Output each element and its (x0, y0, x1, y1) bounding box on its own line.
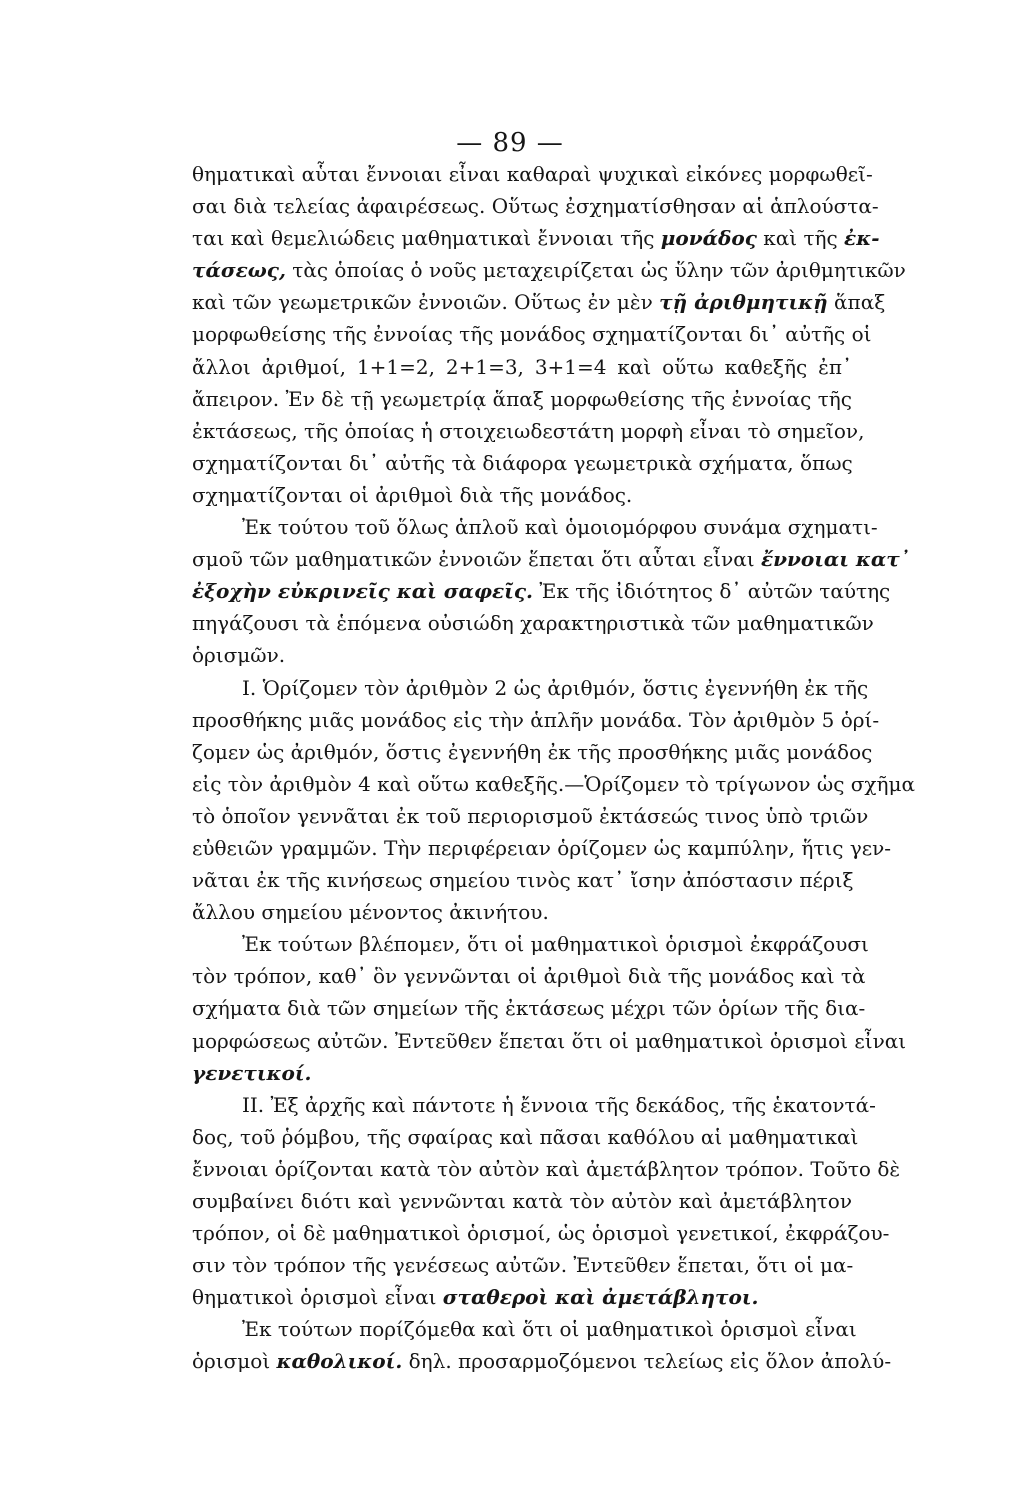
text-span: ὁρισμῶν. (192, 643, 286, 668)
text-span: τὸν τρόπον, καθ᾽ ὃν γεννῶνται οἱ ἀριθμοὶ διὰ τῆς μονάδος καὶ τὰ (192, 964, 866, 989)
text-span: ἐκτάσεως, τῆς ὁποίας ἡ στοιχειωδεστάτη μορφὴ εἶναι τὸ σημεῖον, (192, 418, 865, 443)
text-span: σμοῦ τῶν μαθηματικῶν ἐννοιῶν ἕπεται ὅτι αὗται εἶναι (192, 547, 755, 572)
page-number: — 89 — (456, 128, 564, 158)
text-span: σχηματίζονται δι᾽ αὐτῆς τὰ διάφορα γεωμετρικὰ σχήματα, ὅπως (192, 450, 853, 475)
text-span: καὶ τῶν γεωμετρικῶν ἐννοιῶν. Οὕτως ἐν μὲν (192, 290, 653, 315)
text-span: σχήματα διὰ τῶν σημείων τῆς ἐκτάσεως μέχρι τῶν ὁρίων τῆς δια- (192, 996, 866, 1021)
text-span: ἄλλου σημείου μένοντος ἀκινήτου. (192, 900, 549, 925)
text-span: πηγάζουσι τὰ ἑπόμενα οὐσιώδη χαρακτηριστικὰ τῶν μαθηματικῶν (192, 611, 874, 636)
text-line (192, 415, 865, 447)
body-text (192, 158, 916, 1378)
emphasized-text: τάσεως, (192, 258, 286, 283)
text-span: Ἐκ τούτων βλέπομεν, ὅτι οἱ μαθηματικοὶ ὁρισμοὶ ἐκφράζουσι (242, 932, 869, 957)
text-line (192, 672, 869, 704)
text-span: I. Ὁρίζομεν τὸν ἀριθμὸν 2 ὡς ἀριθμόν, ὅστις ἐγεννήθη ἐκ τῆς (242, 675, 869, 700)
text-line (192, 736, 873, 768)
emphasized-text: ἐκ- (844, 226, 880, 251)
text-span: Ἐκ τούτου τοῦ ὅλως ἁπλοῦ καὶ ὁμοιομόρφου συνάμα σχηματι- (242, 515, 878, 540)
text-line (192, 800, 869, 832)
text-span: ὁρισμοὶ (192, 1349, 271, 1374)
text-span: δηλ. προσαρμοζόμενοι τελείως εἰς ὅλον ἀπολύ- (408, 1349, 892, 1374)
emphasized-text: σταθεροὶ καὶ ἀμετάβλητοι. (442, 1285, 759, 1310)
text-line (192, 768, 916, 800)
text-line (192, 1057, 852, 1089)
text-span: εὐθειῶν γραμμῶν. Τὴν περιφέρειαν ὁρίζομεν ὡς καμπύλην, ἥτις γεν- (192, 835, 892, 860)
text-span: ται καὶ θεμελιώδεις μαθηματικαὶ ἔννοιαι τῆς (192, 226, 655, 251)
text-line (192, 928, 869, 960)
text-line (192, 575, 891, 607)
text-line (192, 286, 886, 318)
emphasized-text: μονάδος (660, 226, 757, 251)
text-span: ἄπειρον. Ἐν δὲ τῇ γεωμετρίᾳ ἅπαξ μορφωθείσης τῆς ἐννοίας τῆς (192, 386, 852, 411)
text-span: ζομεν ὡς ἀριθμόν, ὅστις ἐγεννήθη ἐκ τῆς προσθήκης μιᾶς μονάδος (192, 739, 873, 764)
text-line (192, 1089, 876, 1121)
text-span: θηματικαὶ αὗται ἔννοιαι εἶναι καθαραὶ ψυχικαὶ εἰκόνες μορφωθεῖ- (192, 162, 873, 186)
text-span: Ἐκ τούτων πορίζόμεθα καὶ ὅτι οἱ μαθηματικοὶ ὁρισμοὶ εἶναι (242, 1317, 857, 1342)
text-span: καὶ τῆς (763, 226, 838, 251)
text-line (192, 1121, 859, 1153)
text-span: δος, τοῦ ῥόμβου, τῆς σφαίρας καὶ πᾶσαι καθόλου αἱ μαθηματικαὶ (192, 1124, 859, 1149)
text-line (192, 447, 852, 479)
text-span: ἅπαξ (834, 290, 886, 315)
emphasized-text: ἔννοιαι κατ᾽ (760, 547, 910, 572)
text-line (192, 639, 852, 671)
text-span: σχηματίζονται οἱ ἀριθμοὶ διὰ τῆς μονάδος. (192, 482, 633, 507)
text-line (192, 222, 880, 254)
text-line (192, 1153, 901, 1185)
emphasized-text: καθολικοί. (276, 1349, 403, 1374)
text-span: Ἐκ τῆς ἰδιότητος δ᾽ αὐτῶν ταύτης (539, 579, 891, 604)
text-span: μορφωθείσης τῆς ἐννοίας τῆς μονάδος σχηματίζονται δι᾽ αὐτῆς οἱ (192, 322, 872, 347)
text-span: θηματικοὶ ὁρισμοὶ εἶναι (192, 1285, 437, 1310)
text-line (192, 864, 852, 896)
text-line (192, 832, 892, 864)
text-span: ἄλλοι ἀριθμοί, 1+1=2, 2+1=3, 3+1=4 καὶ οὕτω καθεξῆς ἐπ᾽ (192, 354, 852, 379)
text-line (192, 1185, 852, 1217)
text-line (192, 158, 873, 190)
emphasized-text: τῇ ἀριθμητικῇ (659, 290, 828, 315)
emphasized-text: ἐξοχὴν εὐκρινεῖς καὶ σαφεῖς. (192, 579, 533, 604)
text-line (192, 1345, 892, 1377)
text-line (192, 1313, 857, 1345)
text-line (192, 607, 874, 639)
text-line (192, 254, 906, 286)
text-span: σαι διὰ τελείας ἀφαιρέσεως. Οὕτως ἐσχηματίσθησαν αἱ ἁπλούστα- (192, 194, 879, 219)
text-span: II. Ἐξ ἀρχῆς καὶ πάντοτε ἡ ἔννοια τῆς δεκάδος, τῆς ἑκατοντά- (242, 1092, 876, 1117)
text-line (192, 1217, 890, 1249)
text-line (192, 704, 880, 736)
text-span: τὸ ὁποῖον γεννᾶται ἐκ τοῦ περιορισμοῦ ἐκτάσεώς τινος ὑπὸ τριῶν (192, 803, 869, 828)
text-span: τρόπον, οἱ δὲ μαθηματικοὶ ὁρισμοί, ὡς ὁρισμοὶ γενετικοί, ἐκφράζου- (192, 1221, 890, 1246)
text-line (192, 1249, 852, 1281)
text-span: ἔννοιαι ὁρίζονται κατὰ τὸν αὐτὸν καὶ ἀμετάβλητον τρόπον. Τοῦτο δὲ (192, 1156, 901, 1181)
text-line (192, 992, 866, 1024)
text-span: μορφώσεως αὐτῶν. Ἐντεῦθεν ἕπεται ὅτι οἱ μαθηματικοὶ ὁρισμοὶ εἶναι (192, 1028, 907, 1053)
text-line (192, 511, 878, 543)
text-line (192, 960, 866, 992)
text-line (192, 479, 852, 511)
text-span: συμβαίνει διότι καὶ γεννῶνται κατὰ τὸν αὐτὸν καὶ ἀμετάβλητον (192, 1189, 852, 1213)
text-line (192, 1281, 852, 1313)
text-span: προσθήκης μιᾶς μονάδος εἰς τὴν ἁπλῆν μονάδα. Τὸν ἀριθμὸν 5 ὁρί- (192, 707, 880, 732)
text-span: νᾶται ἐκ τῆς κινήσεως σημείου τινὸς κατ᾽ ἴσην ἀπόστασιν πέριξ (192, 868, 854, 893)
text-line (192, 896, 852, 928)
text-span: τὰς ὁποίας ὁ νοῦς μεταχειρίζεται ὡς ὕλην τῶν ἀριθμητικῶν (292, 258, 906, 283)
text-line (192, 383, 852, 415)
text-line (192, 318, 872, 350)
text-span: εἰς τὸν ἀριθμὸν 4 καὶ οὕτω καθεξῆς.—Ὁρίζομεν τὸ τρίγωνον ὡς σχῆμα (192, 771, 916, 796)
text-line (192, 1025, 907, 1057)
text-span: σιν τὸν τρόπον τῆς γενέσεως αὐτῶν. Ἐντεῦθεν ἕπεται, ὅτι οἱ μα- (192, 1253, 854, 1278)
emphasized-text: γενετικοί. (192, 1060, 312, 1085)
text-line (192, 543, 910, 575)
text-line (192, 190, 879, 222)
text-line (192, 351, 852, 383)
